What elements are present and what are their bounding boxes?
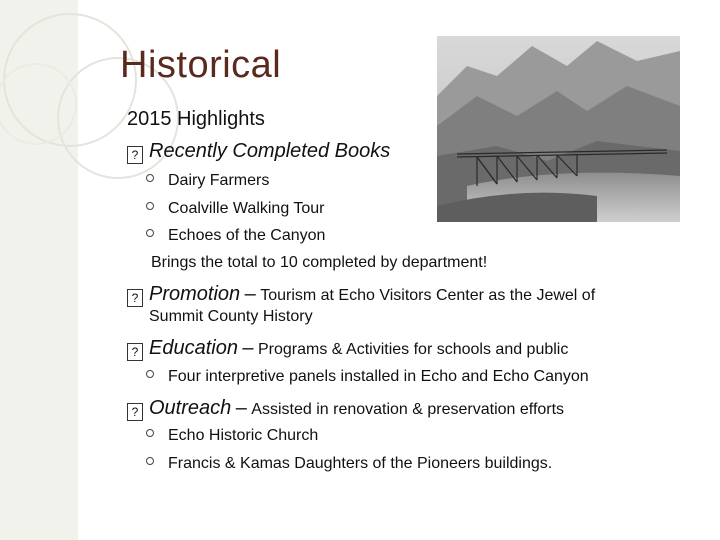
bullet-books — [127, 140, 390, 164]
books-note: Brings the total to 10 completed by department! — [151, 254, 488, 271]
circle-bullet-icon — [146, 174, 154, 182]
bullet-box-icon: ? — [127, 289, 143, 307]
section-heading: 2015 Highlights — [127, 108, 265, 130]
list-item — [146, 455, 552, 473]
bullet-box-icon: ? — [127, 403, 143, 421]
bullet-outreach-label: Outreach — [149, 397, 232, 419]
bullet-promotion — [127, 283, 595, 307]
list-item — [146, 200, 325, 218]
slide-title: Historical — [120, 44, 282, 86]
list-item — [146, 368, 589, 386]
list-item — [146, 227, 325, 245]
promotion-text-cont: Summit County History — [149, 308, 313, 325]
bullet-outreach — [127, 397, 564, 421]
list-item-text: Four interpretive panels installed in Echo and Echo Canyon — [168, 368, 589, 385]
list-item — [146, 172, 269, 190]
decorative-circles — [0, 0, 200, 200]
bullet-box-icon: ? — [127, 343, 143, 361]
bullet-promotion-label: Promotion — [149, 283, 241, 305]
bullet-education-label: Education — [149, 337, 238, 359]
education-text: Programs & Activities for schools and public — [258, 341, 569, 358]
list-item-text: Coalville Walking Tour — [168, 200, 325, 217]
dash: – — [235, 397, 247, 419]
bullet-books-label: Recently Completed Books — [149, 140, 391, 162]
bullet-box-icon: ? — [127, 146, 143, 164]
dash: – — [244, 283, 256, 305]
circle-bullet-icon — [146, 370, 154, 378]
list-item-text: Dairy Farmers — [168, 172, 270, 189]
list-item-text: Echo Historic Church — [168, 427, 319, 444]
list-item-text: Echoes of the Canyon — [168, 227, 326, 244]
outreach-text: Assisted in renovation & preservation efforts — [251, 401, 565, 418]
bullet-education — [127, 337, 568, 361]
promotion-text: Tourism at Echo Visitors Center as the Jewel of — [260, 287, 596, 304]
list-item-text: Francis & Kamas Daughters of the Pioneers buildings. — [168, 455, 553, 472]
circle-bullet-icon — [146, 229, 154, 237]
circle-bullet-icon — [146, 457, 154, 465]
circle-bullet-icon — [146, 202, 154, 210]
dash: – — [242, 337, 254, 359]
list-item — [146, 427, 318, 445]
circle-bullet-icon — [146, 429, 154, 437]
canyon-trestle-photo — [437, 36, 680, 222]
